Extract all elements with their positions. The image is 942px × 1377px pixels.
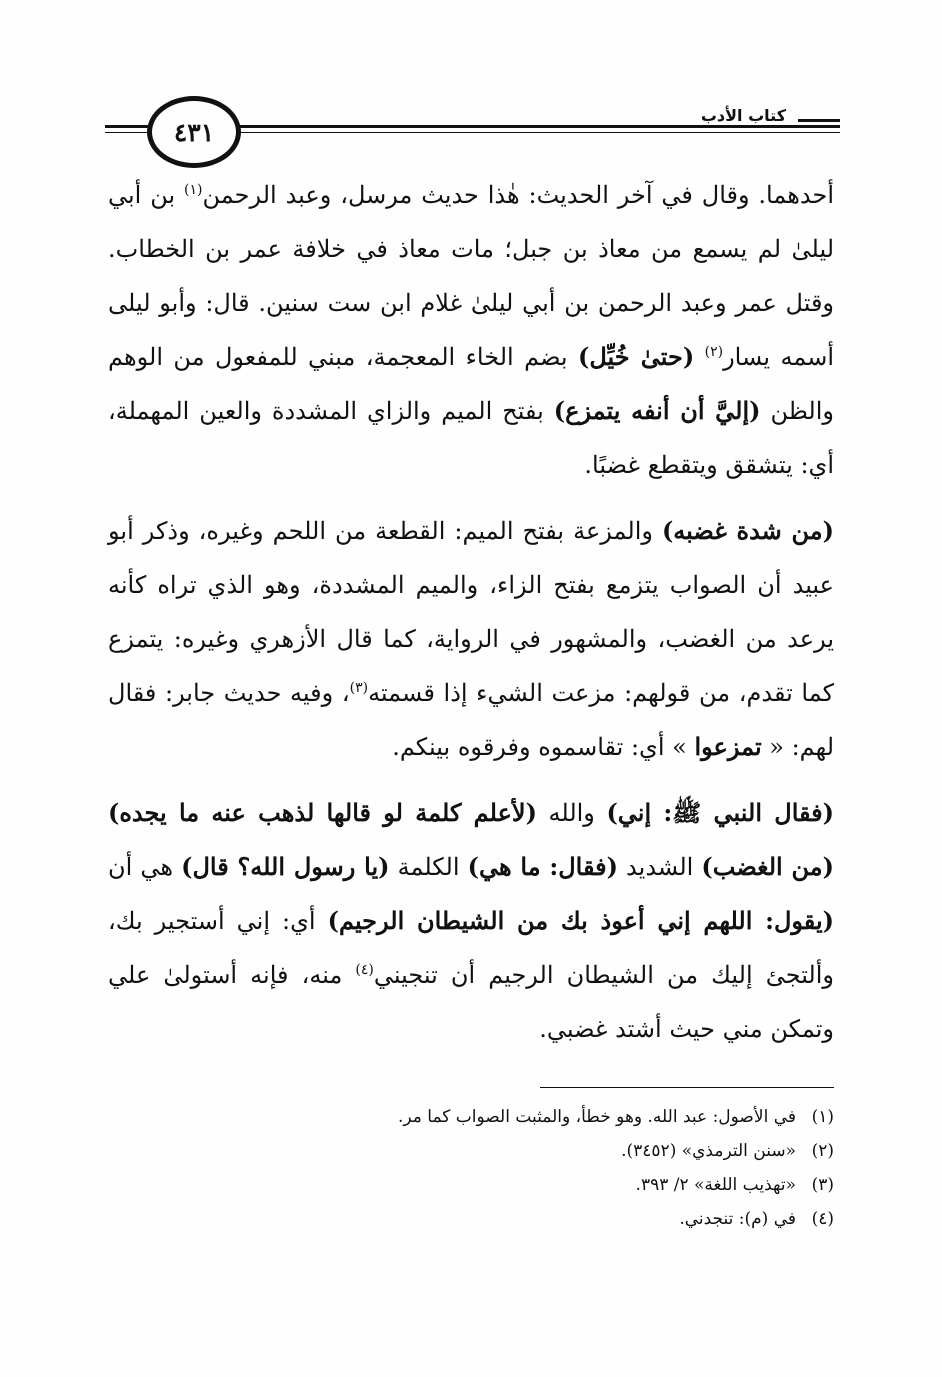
bold-quote: (من شدة غضبه) — [661, 516, 834, 545]
header-dash — [798, 119, 840, 122]
text-run: بن أبي ليلىٰ لم يسمع من معاذ بن جبل؛ مات معاذ في خلافة عمر بن الخطاب. وقتل عمر وعبد الرحمن بن أبي ليلىٰ غلام ابن ست سنين. قال: وأبو ليلى أسمه يسار — [108, 181, 835, 371]
bold-quote: (يا رسول الله؟ قال) — [181, 852, 390, 881]
paragraph-2 — [108, 504, 834, 774]
bold-quote: (حتىٰ خُيِّل) — [578, 342, 695, 371]
footnote-text: «سنن الترمذي» (٣٤٥٢). — [621, 1141, 796, 1161]
text-run — [694, 343, 704, 371]
text-run: أي: إني أستجير بك، وألتجئ إليك من الشيطان الرجيم أن تنجيني — [108, 907, 835, 989]
text-run: » أي: تقاسموه وفرقوه بينكم. — [392, 733, 695, 761]
footnote-number: (٤) — [811, 1209, 834, 1229]
text-run: أحدهما. وقال في آخر الحديث: هٰذا حديث مرسل، وعبد الرحمن — [202, 181, 835, 209]
page-header — [105, 88, 840, 168]
footnote-2 — [108, 1134, 834, 1168]
paragraph-1 — [108, 168, 834, 492]
text-run: والله — [536, 799, 607, 827]
text-run: ، وفيه حديث جابر: فقال لهم: « — [108, 679, 834, 761]
text-run: الشديد — [617, 853, 702, 881]
bold-quote: تمزعوا — [694, 732, 762, 761]
bold-quote: (لأعلم كلمة لو قالها لذهب عنه ما يجده) (من الغضب) — [108, 798, 834, 881]
footnote-ref-3: (٣) — [349, 680, 369, 696]
footnote-separator — [540, 1087, 834, 1088]
bold-quote: (يقول: اللهم إني أعوذ بك من الشيطان الرجيم) — [327, 906, 834, 935]
text-run: منه، فإنه أستولىٰ علي وتمكن مني حيث أشتد غضبي. — [108, 961, 834, 1043]
chapter-title: كتاب الأدب — [695, 106, 792, 125]
footnote-number: (١) — [811, 1107, 834, 1127]
footnote-text: «تهذيب اللغة» ٢/ ٣٩٣. — [635, 1175, 796, 1195]
paragraph-3 — [108, 786, 834, 1056]
footnotes — [108, 1100, 834, 1236]
footnote-number: (٣) — [811, 1175, 834, 1195]
text-run: والمزعة بفتح الميم: القطعة من اللحم وغيره، وذكر أبو عبيد أن الصواب يتزمع بفتح الزاء، والميم المشددة، وهو الذي تراه كأنه يرعد من الغضب، والمشهور في الرواية، كما قال الأزهري وغيره: يتمزع كما تقدم، من قولهم: مزعت الشيء إذا قسمته — [108, 517, 834, 707]
bold-quote: (فقال النبي ﷺ: إني) — [606, 798, 835, 827]
footnote-text: في الأصول: عبد الله. وهو خطأ، والمثبت الصواب كما مر. — [397, 1107, 796, 1127]
text-run: بضم الخاء المعجمة، مبني للمفعول من الوهم والظن — [108, 343, 834, 425]
footnote-1 — [108, 1100, 834, 1134]
footnote-text: في (م): تنجدني. — [679, 1209, 796, 1229]
footnote-4 — [108, 1202, 834, 1236]
page-number: ٤٣١ — [147, 96, 241, 168]
footnote-number: (٢) — [811, 1141, 834, 1161]
bold-quote: (إليَّ أن أنفه يتمزع) — [553, 396, 761, 425]
footnote-ref-1: (١) — [184, 182, 203, 198]
main-text — [108, 168, 834, 1056]
bold-quote: (فقال: ما هي) — [467, 852, 618, 881]
footnote-ref-2: (٢) — [704, 344, 724, 360]
text-run: بفتح الميم والزاي المشددة والعين المهملة، أي: يتشقق ويتقطع غضبًا. — [108, 397, 834, 479]
text-run: هي أن — [108, 853, 182, 881]
footnote-ref-4: (٤) — [355, 962, 374, 978]
footnote-3 — [108, 1168, 834, 1202]
text-run: الكلمة — [389, 853, 468, 881]
